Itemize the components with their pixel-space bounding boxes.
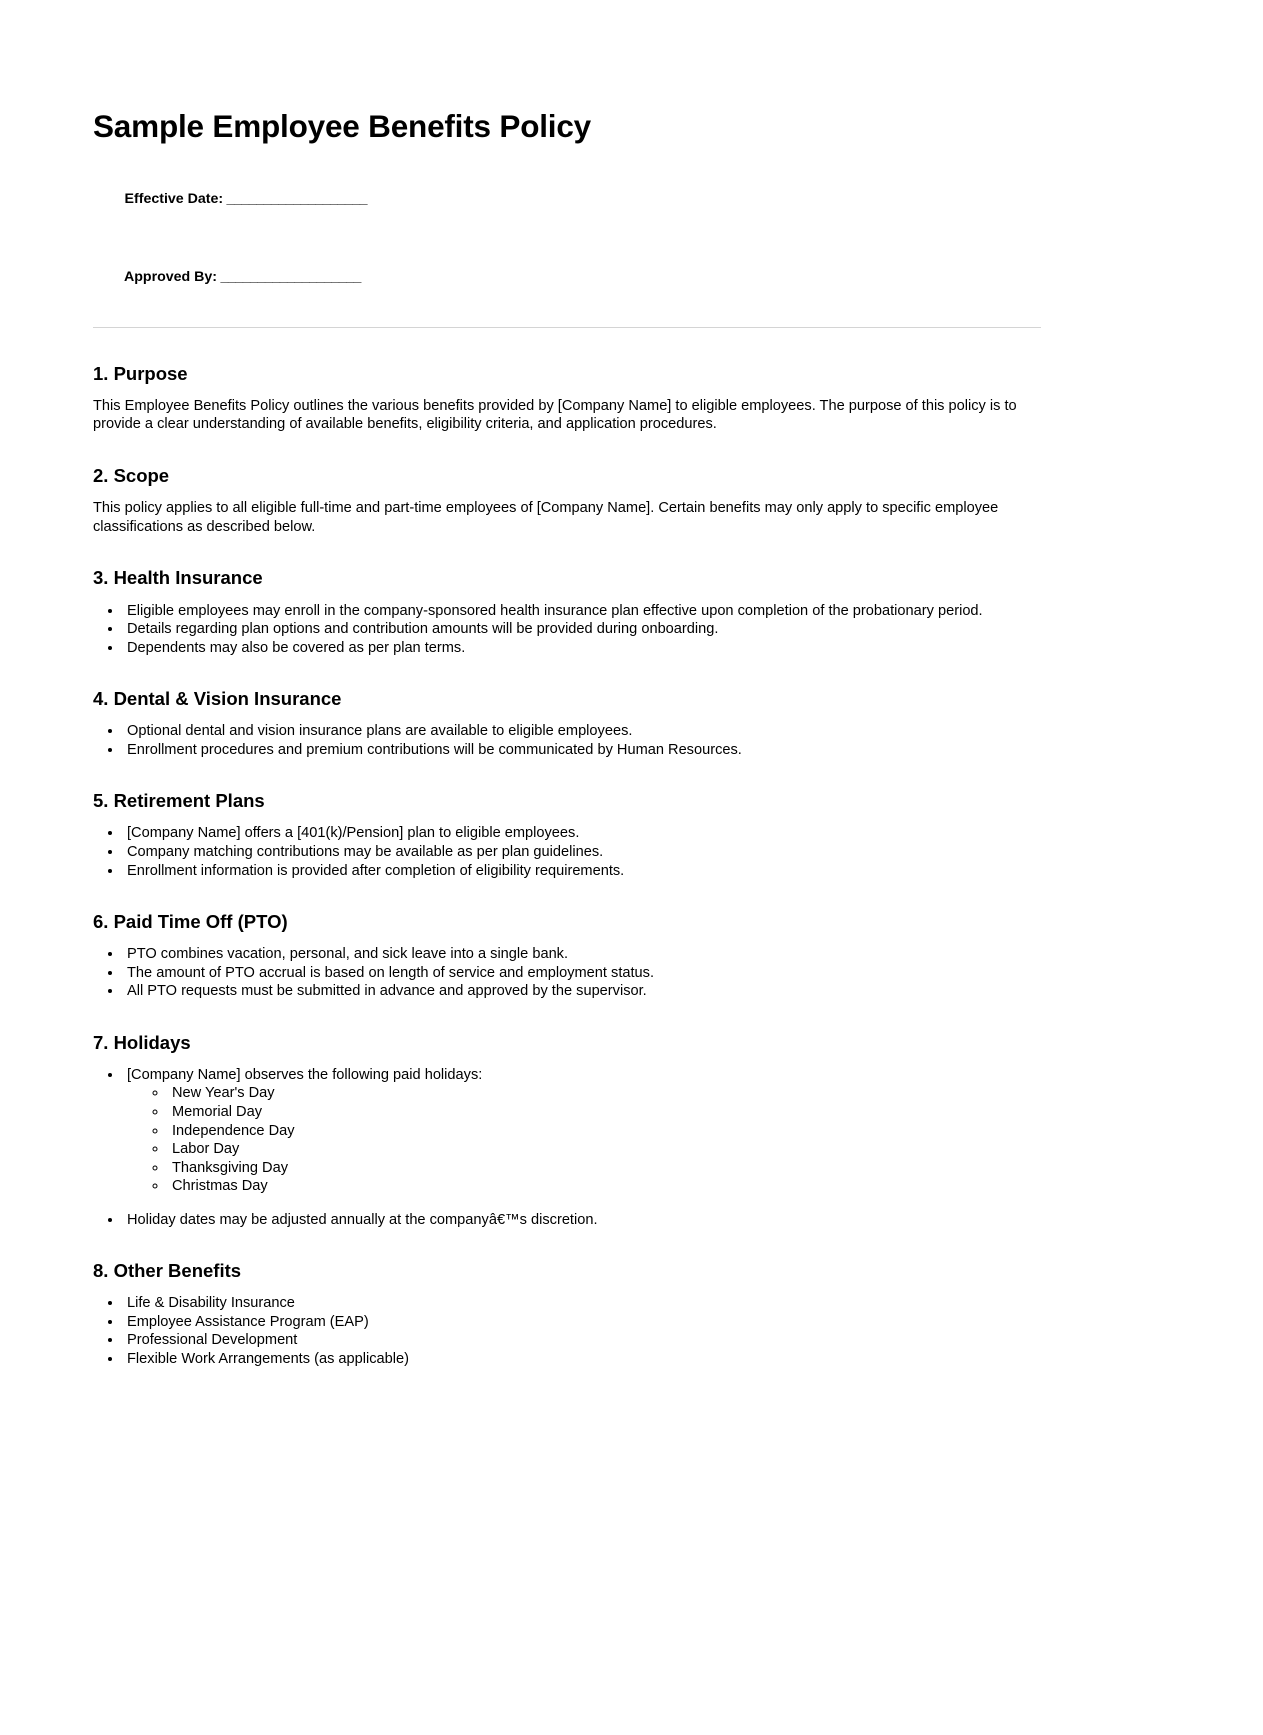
section-health-insurance [93,566,1041,657]
holiday-sub-list [127,1084,1041,1210]
list-item [123,1066,1041,1211]
list-item: • All PTO requests must be submitted in advance and approved by the supervisor. [123,982,1041,1001]
list-item: • Company matching contributions may be available as per plan guidelines. [123,843,1041,862]
section-paragraph: This policy applies to all eligible full-time and part-time employees of [Company Name]. Certain benefits may only apply to specific employee classifications as described below. [93,500,999,535]
list-item: ◦ New Year's Day [168,1084,1041,1103]
list-item: • Flexible Work Arrangements (as applicable) [123,1350,1041,1369]
bullet-list [93,722,1041,759]
list-item: ◦ Christmas Day [168,1177,1041,1211]
approved-by-label: Approved By: [124,268,218,285]
list-item: ◦ Labor Day [168,1140,1041,1159]
list-item: • Details regarding plan options and contribution amounts will be provided during onboarding. [123,620,1041,639]
section-heading: 7. Holidays [93,1031,191,1053]
section-holidays [93,1031,1041,1229]
section-dental-vision-insurance [93,687,1041,759]
effective-date-blank: ___________________ [223,191,367,208]
list-item: • Enrollment procedures and premium contributions will be communicated by Human Resources. [123,741,1041,760]
section-paragraph: This Employee Benefits Policy outlines the various benefits provided by [Company Name] to eligible employees. The purpose of this policy is to provide a clear understanding of available benefits, eligibility criteria, and application procedures. [93,397,1017,433]
bullet-list [93,1066,1041,1229]
section-heading: 8. Other Benefits [93,1260,242,1282]
approved-by-field [93,249,1041,304]
list-item: ◦ Memorial Day [168,1103,1041,1122]
list-item: • [Company Name] offers a [401(k)/Pension] plan to eligible employees. [123,824,1041,843]
list-item: • Eligible employees may enroll in the company-sponsored health insurance plan effective upon completion of the probationary period. [123,602,1041,621]
section-retirement-plans [93,789,1041,880]
list-item: • The amount of PTO accrual is based on length of service and employment status. [123,964,1041,983]
header-divider [93,327,1041,328]
section-heading: 4. Dental & Vision Insurance [93,688,342,710]
approved-by-blank: ___________________ [217,268,361,285]
list-item: • Enrollment information is provided after completion of eligibility requirements. [123,862,1041,881]
list-item: • Dependents may also be covered as per plan terms. [123,639,1041,658]
page-title: Sample Employee Benefits Policy [93,108,591,144]
section-heading: 1. Purpose [93,362,188,384]
bullet-list [93,602,1041,658]
list-item: • Optional dental and vision insurance plans are available to eligible employees. [123,722,1041,741]
section-heading: 5. Retirement Plans [93,790,265,812]
list-item: ◦ Independence Day [168,1122,1041,1141]
list-item: • Life & Disability Insurance [123,1294,1041,1313]
section-purpose [93,362,1041,434]
list-item-label: [Company Name] observes the following paid holidays: [127,1066,483,1083]
list-item: • Professional Development [123,1331,1041,1350]
section-other-benefits [93,1259,1041,1368]
list-item: • Holiday dates may be adjusted annually at the companyâ€™s discretion. [123,1211,1041,1230]
section-scope [93,464,1041,536]
section-paid-time-off [93,910,1041,1001]
list-item: • PTO combines vacation, personal, and sick leave into a single bank. [123,945,1041,964]
list-item: ◦ Thanksgiving Day [168,1159,1041,1178]
bullet-list [93,1294,1041,1368]
section-heading: 2. Scope [93,464,170,486]
section-heading: 3. Health Insurance [93,567,263,589]
bullet-list [93,824,1041,880]
effective-date-label: Effective Date: [124,191,224,208]
section-heading: 6. Paid Time Off (PTO) [93,911,288,933]
effective-date-field [93,172,1041,227]
list-item: • Employee Assistance Program (EAP) [123,1313,1041,1332]
bullet-list [93,945,1041,1001]
